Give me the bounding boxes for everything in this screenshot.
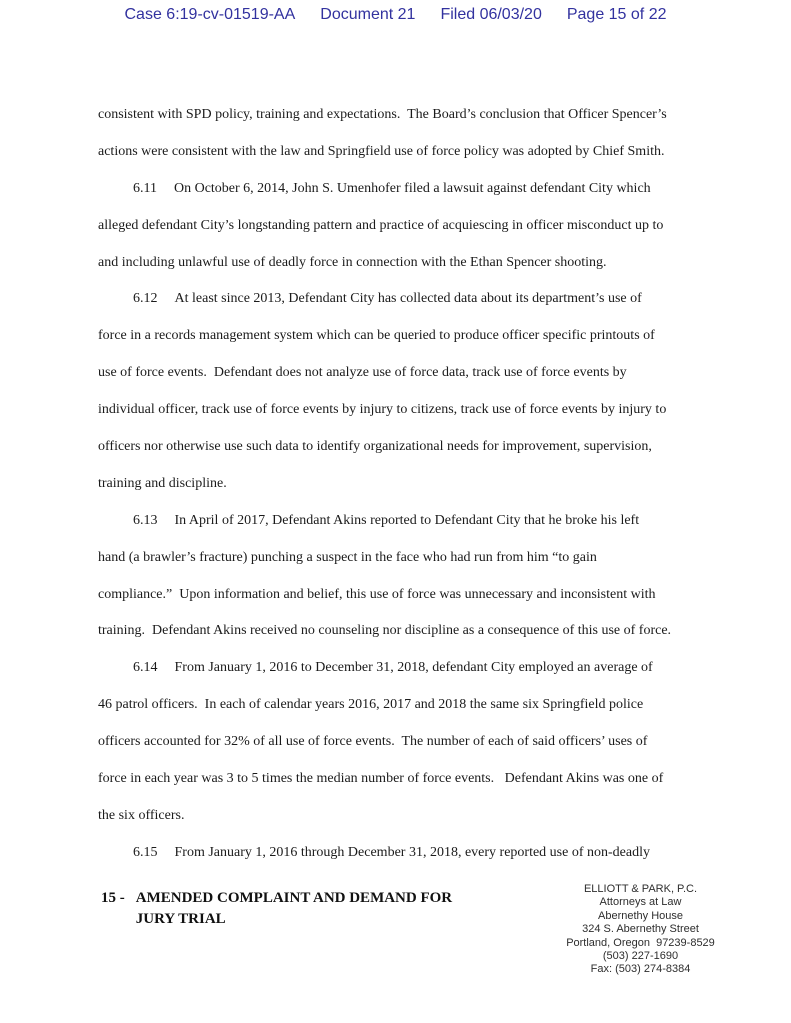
paragraph-start-line: 6.11 On October 6, 2014, John S. Umenhofer filed a lawsuit against defendant City which <box>98 171 758 208</box>
filed-date: Filed 06/03/20 <box>440 6 542 23</box>
body-line: training and discipline. <box>98 475 227 491</box>
body-line: individual officer, track use of force events by injury to citizens, track use of force events by injury to <box>98 402 667 418</box>
footer-title-line1: AMENDED COMPLAINT AND DEMAND FOR <box>135 890 453 906</box>
footer-title-text <box>136 888 452 930</box>
body-line: officers accounted for 32% of all use of force events. The number of each of said officers’ uses of <box>98 734 648 750</box>
body-line: hand (a brawler’s fracture) punching a suspect in the face who had run from him “to gain <box>98 549 597 565</box>
paragraph-number: 6.14 <box>133 660 158 676</box>
body-line: force in a records management system which can be queried to produce officer specific printouts of <box>98 328 655 344</box>
document-number: Document 21 <box>320 6 416 23</box>
body-line: force in each year was 3 to 5 times the median number of force events. Defendant Akins was one of <box>98 771 664 787</box>
document-body <box>98 97 758 872</box>
ecf-stamp-header <box>0 6 791 24</box>
law-firm-line: Fax: (503) 274-8384 <box>590 963 691 976</box>
case-number: Case 6:19-cv-01519-AA <box>124 6 296 23</box>
paragraph-start-line: 6.14 From January 1, 2016 to December 31, 2018, defendant City employed an average of <box>98 650 758 687</box>
body-line: 46 patrol officers. In each of calendar years 2016, 2017 and 2018 the same six Springfield police <box>98 697 644 713</box>
law-firm-line: Abernethy House <box>598 909 683 922</box>
footer-page-number: 15 - <box>101 890 125 906</box>
page-indicator: Page 15 of 22 <box>566 6 667 23</box>
law-firm-line: Portland, Oregon 97239-8529 <box>566 936 715 949</box>
law-firm-line: (503) 227-1690 <box>602 950 679 963</box>
body-line: compliance.” Upon information and belief, this use of force was unnecessary and inconsistent with <box>98 586 656 602</box>
law-firm-address-block <box>538 883 743 977</box>
law-firm-line: Attorneys at Law <box>599 896 682 909</box>
body-line: actions were consistent with the law and Springfield use of force policy was adopted by Chief Smith. <box>98 143 665 159</box>
paragraph-start-line: 6.13 In April of 2017, Defendant Akins reported to Defendant City that he broke his left <box>98 503 758 540</box>
body-line: officers nor otherwise use such data to identify organizational needs for improvement, supervision, <box>98 439 652 455</box>
body-line: the six officers. <box>98 807 185 823</box>
body-line: use of force events. Defendant does not analyze use of force data, track use of force events by <box>98 365 627 381</box>
paragraph-number: 6.11 <box>133 180 157 196</box>
footer-title-line2: JURY TRIAL <box>135 911 226 927</box>
paragraph-number: 6.15 <box>133 844 158 860</box>
paragraph-start-line: 6.12 At least since 2013, Defendant City has collected data about its department’s use of <box>98 281 758 318</box>
body-line: training. Defendant Akins received no counseling nor discipline as a consequence of this use of force. <box>98 623 672 639</box>
body-line: consistent with SPD policy, training and expectations. The Board’s conclusion that Officer Spencer’s <box>98 107 667 122</box>
body-line: and including unlawful use of deadly force in connection with the Ethan Spencer shooting. <box>98 254 607 270</box>
law-firm-line: ELLIOTT & PARK, P.C. <box>583 883 698 895</box>
footer-document-title <box>101 888 452 930</box>
paragraph-number: 6.13 <box>133 512 158 528</box>
body-line: alleged defendant City’s longstanding pattern and practice of acquiescing in officer misconduct up to <box>98 217 664 233</box>
paragraph-number: 6.12 <box>133 291 158 307</box>
law-firm-line: 324 S. Abernethy Street <box>582 923 699 936</box>
paragraph-start-line: 6.15 From January 1, 2016 through December 31, 2018, every reported use of non-deadly <box>98 835 758 872</box>
